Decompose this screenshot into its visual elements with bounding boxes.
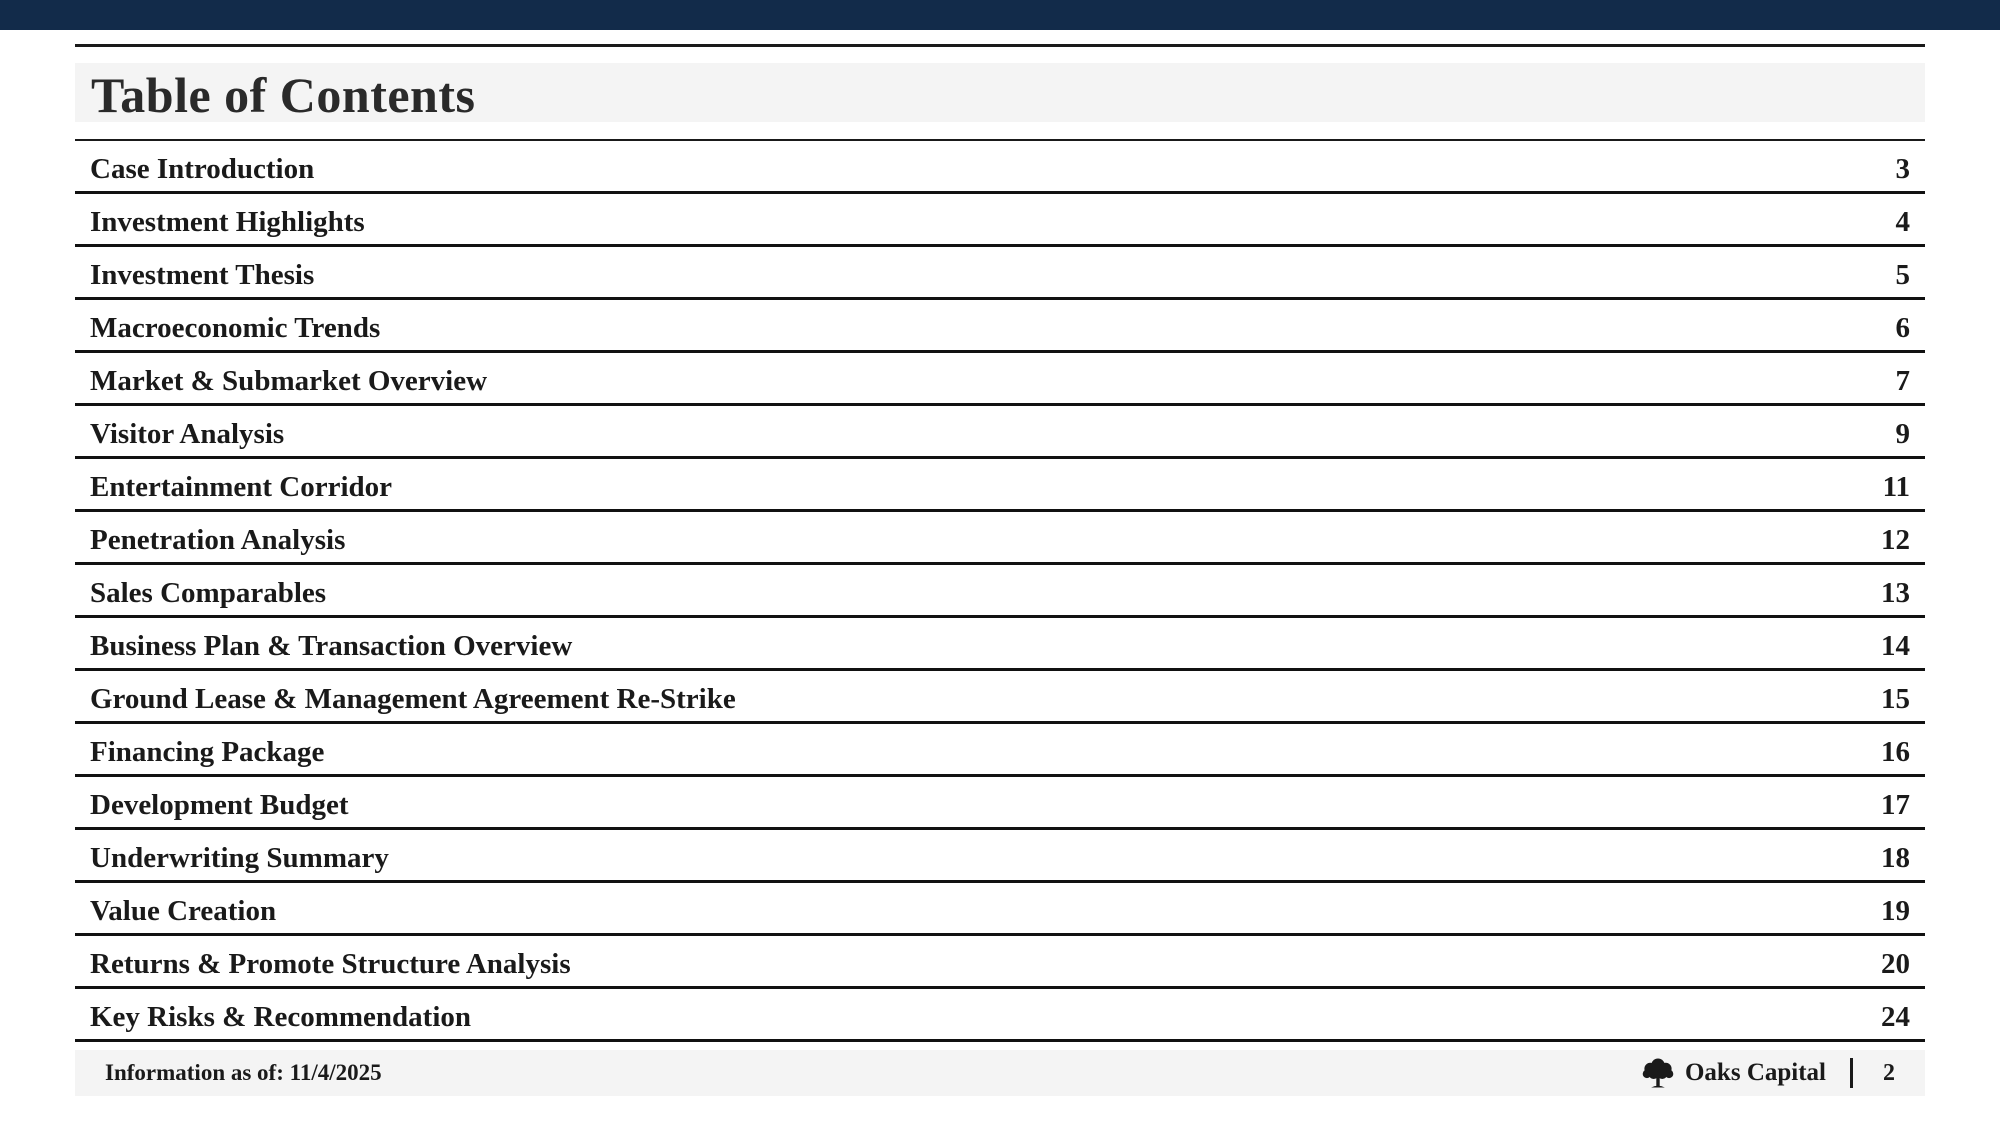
- oak-tree-icon: [1641, 1056, 1675, 1090]
- title-box: [75, 63, 1925, 122]
- toc-page-number: 7: [1895, 365, 1910, 397]
- toc-page-number: 12: [1881, 524, 1910, 556]
- toc-row[interactable]: [75, 565, 1925, 618]
- table-of-contents-list: [75, 139, 1925, 1042]
- toc-row[interactable]: [75, 724, 1925, 777]
- toc-page-number: 17: [1881, 789, 1910, 821]
- footer-page-number: 2: [1883, 1060, 1895, 1086]
- toc-page-number: 24: [1881, 1001, 1910, 1033]
- toc-section-label: Penetration Analysis: [90, 524, 346, 556]
- toc-page-number: 6: [1895, 312, 1910, 344]
- toc-row[interactable]: [75, 512, 1925, 565]
- footer-divider: [1850, 1058, 1853, 1088]
- toc-section-label: Entertainment Corridor: [90, 471, 393, 503]
- toc-section-label: Macroeconomic Trends: [90, 312, 381, 344]
- page-title: Table of Contents: [91, 67, 476, 123]
- toc-page-number: 13: [1881, 577, 1910, 609]
- toc-section-label: Business Plan & Transaction Overview: [90, 630, 573, 662]
- toc-page-number: 20: [1881, 948, 1910, 980]
- footer-branding: [1641, 1050, 1895, 1096]
- toc-page-number: 16: [1881, 736, 1910, 768]
- toc-page-number: 4: [1895, 206, 1910, 238]
- toc-section-label: Development Budget: [90, 789, 349, 821]
- toc-page-number: 15: [1881, 683, 1910, 715]
- toc-row[interactable]: [75, 406, 1925, 459]
- toc-row[interactable]: [75, 671, 1925, 724]
- toc-page-number: 3: [1895, 153, 1910, 185]
- toc-page-number: 11: [1882, 471, 1910, 503]
- toc-section-label: Market & Submarket Overview: [90, 365, 488, 397]
- footer-info-date: Information as of: 11/4/2025: [105, 1060, 382, 1085]
- title-rule: [75, 44, 1925, 47]
- footer-brand-name: Oaks Capital: [1684, 1059, 1826, 1086]
- toc-row[interactable]: [75, 777, 1925, 830]
- toc-row[interactable]: [75, 247, 1925, 300]
- toc-page-number: 18: [1881, 842, 1910, 874]
- toc-row[interactable]: [75, 936, 1925, 989]
- toc-section-label: Financing Package: [90, 736, 325, 768]
- toc-row[interactable]: [75, 353, 1925, 406]
- toc-row[interactable]: [75, 141, 1925, 194]
- toc-row[interactable]: [75, 459, 1925, 512]
- toc-row[interactable]: [75, 194, 1925, 247]
- toc-section-label: Visitor Analysis: [90, 418, 285, 450]
- footer: [75, 1050, 1925, 1096]
- toc-row[interactable]: [75, 830, 1925, 883]
- toc-section-label: Returns & Promote Structure Analysis: [90, 948, 571, 980]
- toc-section-label: Case Introduction: [90, 153, 315, 185]
- toc-section-label: Investment Highlights: [90, 206, 365, 238]
- toc-section-label: Value Creation: [90, 895, 277, 927]
- toc-section-label: Underwriting Summary: [90, 842, 389, 874]
- toc-page-number: 9: [1895, 418, 1910, 450]
- toc-page-number: 5: [1895, 259, 1910, 291]
- toc-section-label: Sales Comparables: [90, 577, 327, 609]
- toc-section-label: Ground Lease & Management Agreement Re-Strike: [90, 683, 736, 715]
- toc-row[interactable]: [75, 989, 1925, 1042]
- toc-page-number: 19: [1881, 895, 1910, 927]
- toc-section-label: Investment Thesis: [90, 259, 315, 291]
- toc-section-label: Key Risks & Recommendation: [90, 1001, 472, 1033]
- toc-row[interactable]: [75, 618, 1925, 671]
- toc-page-number: 14: [1881, 630, 1910, 662]
- top-banner-bar: [0, 0, 2000, 30]
- toc-row[interactable]: [75, 883, 1925, 936]
- toc-row[interactable]: [75, 300, 1925, 353]
